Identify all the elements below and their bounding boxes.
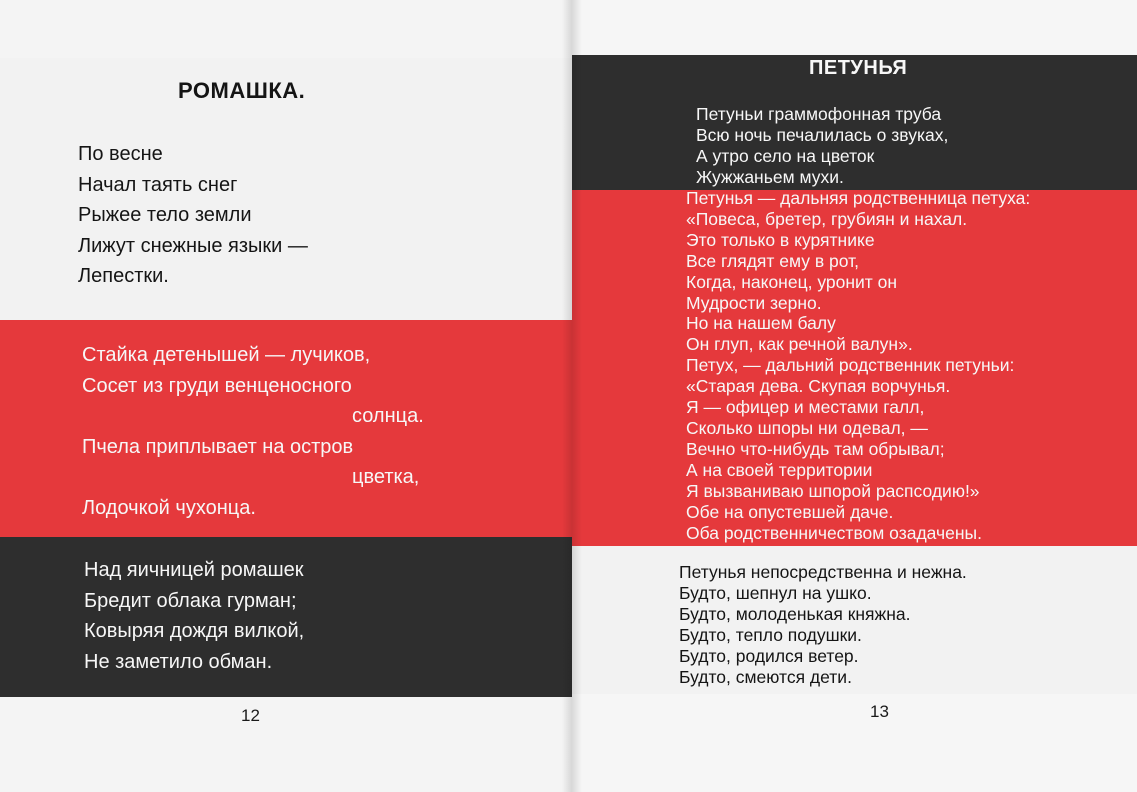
left-stanza-3 [84, 555, 304, 677]
right-page [572, 0, 1137, 792]
left-page-title: РОМАШКА. [178, 78, 306, 103]
verse-line: Жужжаньем мухи. [696, 166, 844, 187]
verse-line: Пчела приплывает на остров [82, 435, 354, 458]
verse-line: Начал таять снег [78, 173, 238, 196]
verse-line: Всю ночь печалилась о звуках, [696, 124, 949, 145]
right-page-title: ПЕТУНЬЯ [809, 57, 908, 79]
verse-line: солнца. [352, 405, 424, 427]
verse-line: Лепестки. [78, 265, 169, 287]
verse-line: Лижут снежные языки — [78, 234, 308, 257]
right-page-number: 13 [870, 702, 889, 721]
verse-line: Будто, шепнул на ушко. [679, 582, 872, 603]
verse-line: Будто, родился ветер. [679, 645, 859, 666]
verse-line: Я — офицер и местами галл, [686, 397, 925, 418]
verse-line: Мудрости зерно. [686, 292, 822, 313]
verse-line: Оба родственничеством озадачены. [686, 522, 982, 543]
verse-line: Когда, наконец, уронит он [686, 271, 898, 292]
right-stanza-2 [686, 188, 1030, 543]
verse-line: Сосет из груди венценосного [82, 374, 352, 397]
verse-line: А утро село на цветок [696, 145, 875, 166]
left-stanza-1 [78, 139, 308, 292]
verse-line: цветка, [352, 466, 420, 488]
right-stanza-3 [679, 562, 967, 687]
verse-line: Я вызваниваю шпорой распсодию!» [686, 480, 980, 501]
verse-line: Над яичницей ромашек [84, 559, 304, 581]
verse-line: Бредит облака гурман; [84, 589, 297, 612]
verse-line: Сколько шпоры ни одевал, — [686, 417, 928, 438]
left-page-number: 12 [241, 706, 260, 725]
left-stanza-2 [82, 340, 424, 523]
verse-line: Петунья — дальняя родственница петуха: [686, 188, 1031, 208]
verse-line: «Повеса, бретер, грубиян и нахал. [686, 208, 968, 229]
verse-line: «Старая дева. Скупая ворчунья. [686, 376, 951, 397]
verse-line: Ковыряя дождя вилкой, [84, 620, 305, 642]
verse-line: Петуньи граммофонная труба [696, 104, 942, 124]
verse-line: А на своей территории [686, 459, 873, 480]
verse-line: Он глуп, как речной валун». [686, 334, 913, 355]
verse-line: Будто, тепло подушки. [679, 624, 862, 645]
right-stanza-1 [696, 104, 948, 188]
verse-line: Не заметило обман. [84, 650, 273, 673]
verse-line: Это только в курятнике [686, 229, 875, 250]
verse-line: Но на нашем балу [686, 313, 836, 334]
verse-line: По весне [78, 143, 163, 165]
verse-line: Петух, — дальний родственник петуньи: [686, 355, 1015, 376]
verse-line: Рыжее тело земли [78, 204, 252, 226]
verse-line: Петунья непосредственна и нежна. [679, 562, 967, 582]
verse-line: Стайка детенышей — лучиков, [82, 344, 371, 366]
verse-line: Обе на опустевшей даче. [686, 501, 894, 522]
verse-line: Все глядят ему в рот, [686, 250, 860, 271]
verse-line: Будто, молоденькая княжна. [679, 603, 911, 624]
verse-line: Лодочкой чухонца. [82, 496, 256, 519]
verse-line: Вечно что-нибудь там обрывал; [686, 438, 945, 459]
verse-line: Будто, смеются дети. [679, 666, 852, 687]
